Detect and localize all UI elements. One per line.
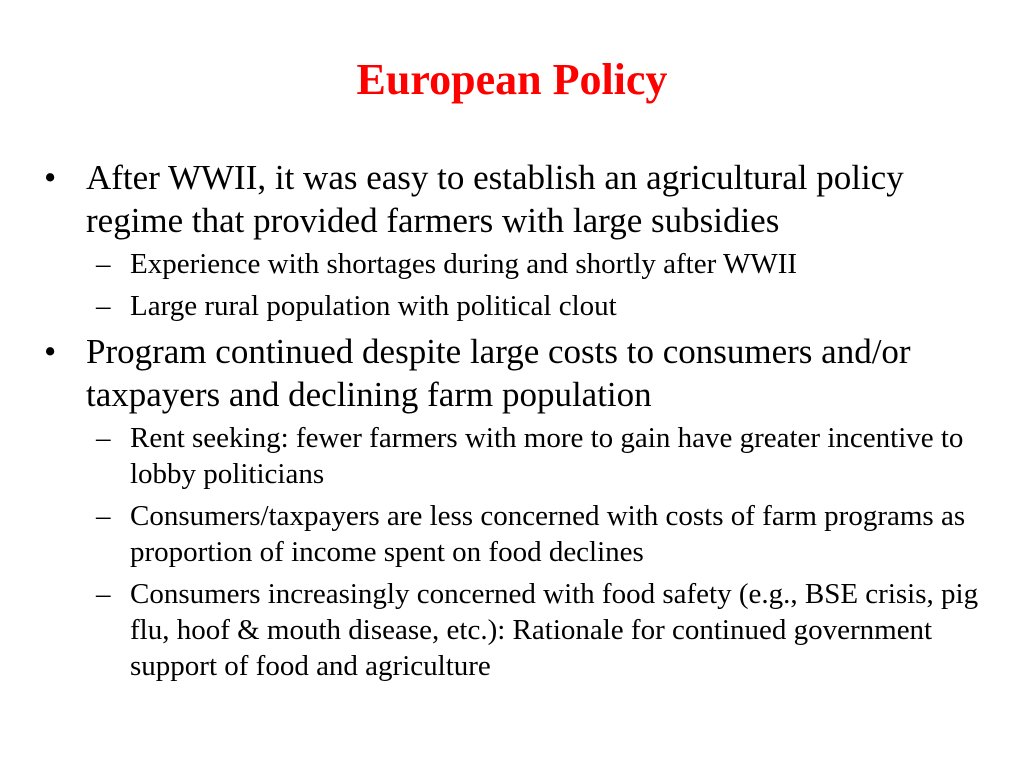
sub-bullet-item [40,288,1000,324]
sub-bullet-text: Consumers/taxpayers are less concerned with costs of farm programs as proportion of income spent on food declines [130,500,966,568]
sub-bullet-item [40,576,1000,684]
sub-bullet-text: Rent seeking: fewer farmers with more to gain have greater incentive to lobby politicians [130,422,964,490]
sub-bullet-list [40,420,1000,684]
slide-title: European Policy [356,55,668,104]
slide-content [40,156,1000,690]
dash-marker: – [96,500,111,532]
sub-bullet-item [40,246,1000,282]
dash-marker: – [96,290,111,322]
sub-bullet-text: Large rural population with political clout [130,290,617,322]
bullet-item [40,156,1000,242]
dash-marker: – [96,422,111,454]
dash-marker: – [96,248,111,280]
sub-bullet-list [40,246,1000,324]
sub-bullet-item [40,498,1000,570]
sub-bullet-text: Consumers increasingly concerned with food safety (e.g., BSE crisis, pig flu, hoof & mouth disease, etc.): Rationale for continued government support of food and agriculture [130,578,979,682]
bullet-item [40,330,1000,416]
bullet-marker: • [44,332,57,371]
sub-bullet-text: Experience with shortages during and shortly after WWII [130,248,798,280]
bullet-marker: • [44,158,57,197]
bullet-text: After WWII, it was easy to establish an agricultural policy regime that provided farmers with large subsidies [86,158,904,240]
dash-marker: – [96,578,111,610]
bullet-text: Program continued despite large costs to consumers and/or taxpayers and declining farm population [86,332,911,414]
sub-bullet-item [40,420,1000,492]
